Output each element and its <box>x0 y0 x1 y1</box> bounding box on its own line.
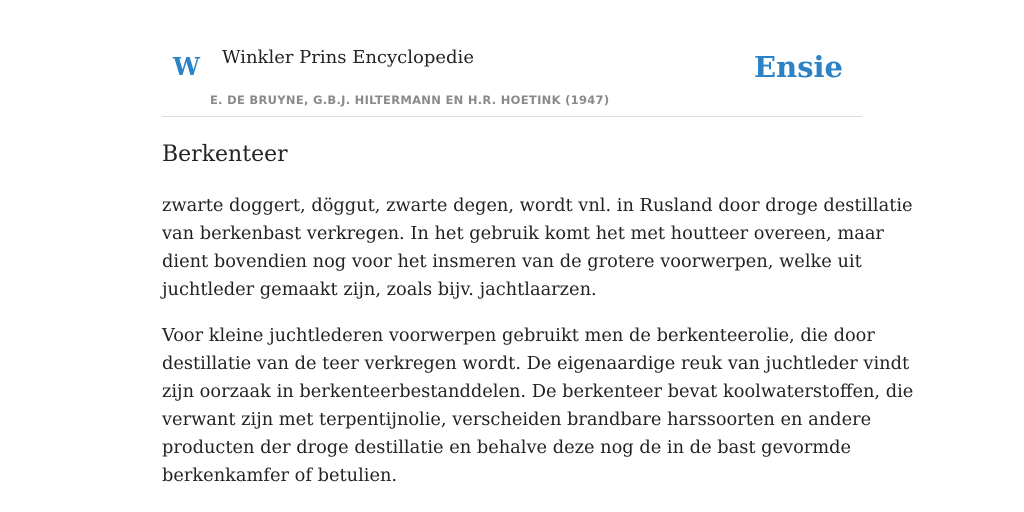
source-authors: E. DE BRUYNE, G.B.J. HILTERMANN EN H.R. HOETINK (1947) <box>210 93 610 107</box>
text-line: Voor kleine juchtlederen voorwerpen gebruikt men de berkenteerolie, die door <box>162 324 875 346</box>
text-line: producten der droge destillatie en behalve deze nog de in de bast gevormde <box>162 436 852 458</box>
text-line: dient bovendien nog voor het insmeren van de grotere voorwerpen, welke uit <box>162 250 862 272</box>
paragraph <box>162 192 913 304</box>
article-title: Berkenteer <box>162 142 288 167</box>
article-body <box>162 192 914 490</box>
text-line: zijn oorzaak in berkenteerbestanddelen. De berkenteer bevat koolwaterstoffen, die <box>162 380 914 402</box>
text-line: juchtleder gemaakt zijn, zoals bijv. jachtlaarzen. <box>162 278 597 300</box>
paragraph <box>162 322 914 490</box>
page <box>162 0 914 490</box>
text-line: berkenkamfer of betulien. <box>162 464 398 486</box>
source-logo[interactable]: W <box>173 52 200 81</box>
text-line: verwant zijn met terpentijnolie, verscheiden brandbare harssoorten en andere <box>162 408 872 430</box>
header <box>162 0 862 117</box>
brand-logo[interactable]: Ensie <box>754 50 843 84</box>
source-title[interactable]: Winkler Prins Encyclopedie <box>222 47 474 68</box>
text-line: zwarte doggert, döggut, zwarte degen, wordt vnl. in Rusland door droge destillatie <box>162 194 913 216</box>
text-line: destillatie van de teer verkregen wordt. De eigenaardige reuk van juchtleder vindt <box>162 352 910 374</box>
text-line: van berkenbast verkregen. In het gebruik komt het met houtteer overeen, maar <box>162 222 884 244</box>
